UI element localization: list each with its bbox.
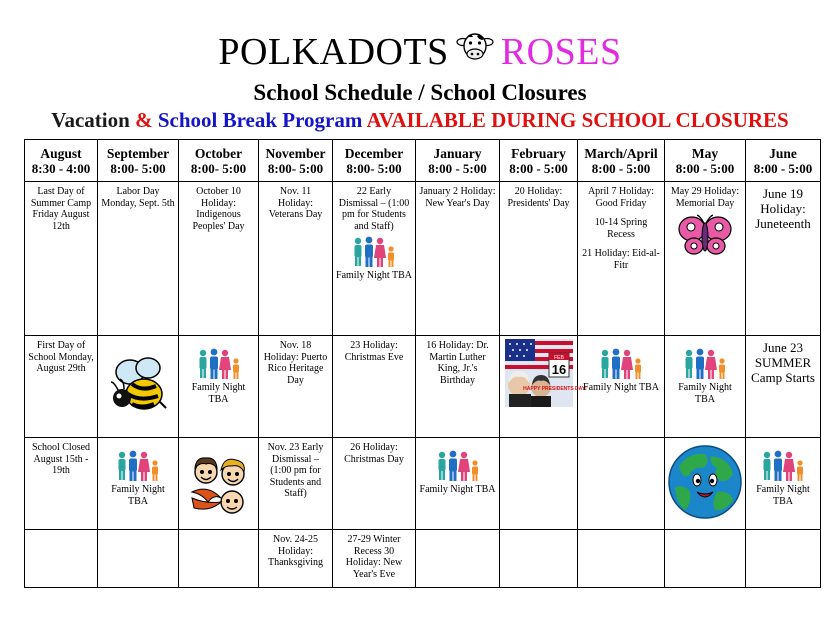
family-icon [351, 236, 397, 268]
header-row [25, 140, 821, 182]
table-cell [746, 530, 821, 588]
ampersand: & [135, 108, 153, 132]
table-cell: Nov. 24-25 Holiday: Thanksgiving [259, 530, 333, 588]
table-cell: April 7 Holiday: Good Friday 10-14 Spring Recess 21 Holiday: Eid-al-Fitr [578, 182, 665, 336]
family-night-label: Family Night TBA [583, 382, 659, 393]
table-cell [665, 336, 746, 438]
col-header-january: January 8:00 - 5:00 [416, 140, 500, 182]
table-cell: June 23 SUMMER Camp Starts [746, 336, 821, 438]
family-icon [598, 348, 644, 380]
col-header-december: December 8:00- 5:00 [333, 140, 416, 182]
table-cell: January 2 Holiday: New Year's Day [416, 182, 500, 336]
family-night-label: Family Night TBA [756, 484, 810, 507]
table-cell [179, 336, 259, 438]
page-title [0, 28, 840, 74]
col-header-june: June 8:00 - 5:00 [746, 140, 821, 182]
table-cell: 16 Holiday: Dr. Martin Luther King, Jr.'s Birthday [416, 336, 500, 438]
availability-text: AVAILABLE DURING SCHOOL CLOSURES [366, 108, 789, 132]
table-cell: Nov. 11 Holiday: Veterans Day [259, 182, 333, 336]
family-night-label: Family Night TBA [336, 270, 412, 281]
table-cell [25, 530, 98, 588]
table-cell [746, 438, 821, 530]
butterfly-icon [677, 213, 733, 257]
table-cell [500, 336, 587, 438]
table-row [25, 182, 821, 336]
table-cell: Last Day of Summer Camp Friday August 12th [25, 182, 98, 336]
table-cell [665, 438, 746, 530]
title-roses: ROSES [500, 31, 622, 73]
schedule-table [24, 139, 821, 588]
break-program-text: School Break Program [157, 108, 363, 132]
table-cell [416, 530, 500, 588]
bee-icon [108, 354, 168, 416]
table-cell: Nov. 23 Early Dismissal – (1:00 pm for Students and Staff) [259, 438, 333, 530]
table-cell: May 29 Holiday: Memorial Day [665, 182, 746, 336]
table-cell: 20 Holiday: Presidents' Day [500, 182, 578, 336]
family-icon [115, 450, 161, 482]
family-night-label: Family Night TBA [191, 382, 246, 405]
family-night-label: Family Night TBA [111, 484, 165, 507]
col-header-october: October 8:00- 5:00 [179, 140, 259, 182]
table-cell [98, 530, 179, 588]
kids-faces-icon [188, 454, 250, 520]
presidents-day-poster [505, 339, 587, 407]
table-cell: 23 Holiday: Christmas Eve [333, 336, 416, 438]
table-cell [179, 530, 259, 588]
svg-text:16: 16 [551, 362, 566, 377]
vacation-banner [0, 108, 840, 133]
col-header-november: November 8:00- 5:00 [259, 140, 333, 182]
title-polkadots: POLKADOTS [218, 31, 449, 73]
table-row [25, 336, 821, 438]
table-cell: School Closed August 15th - 19th [25, 438, 98, 530]
col-header-february: February 8:00 - 5:00 [500, 140, 578, 182]
family-night-label: Family Night TBA [419, 484, 496, 495]
table-cell [500, 530, 578, 588]
table-cell: 22 Early Dismissal – (1:00 pm for Students and Staff) Family Night TBA [333, 182, 416, 336]
family-night-label: Family Night TBA [678, 382, 732, 405]
earth-icon [667, 444, 743, 520]
table-row [25, 438, 821, 530]
svg-text:FEB: FEB [553, 355, 564, 361]
col-header-august: August 8:30 - 4:00 [25, 140, 98, 182]
table-cell: Nov. 18 Holiday: Puerto Rico Heritage Day [259, 336, 333, 438]
family-icon [435, 450, 481, 482]
col-header-may: May 8:00 - 5:00 [665, 140, 746, 182]
table-cell [578, 530, 665, 588]
family-icon [682, 348, 728, 380]
table-cell [98, 336, 179, 438]
col-header-september: September 8:00- 5:00 [98, 140, 179, 182]
table-cell: 26 Holiday: Christmas Day [333, 438, 416, 530]
table-cell: 27-29 Winter Recess 30 Holiday: New Year's Eve [333, 530, 416, 588]
table-cell [179, 438, 259, 530]
subtitle: School Schedule / School Closures [253, 80, 587, 105]
vacation-word: Vacation [51, 108, 130, 132]
cow-face-icon [455, 28, 495, 68]
table-cell: First Day of School Monday, August 29th [25, 336, 98, 438]
table-cell: June 19 Holiday: Juneteenth [746, 182, 821, 336]
table-cell: Labor Day Monday, Sept. 5th [98, 182, 179, 336]
family-icon [196, 348, 242, 380]
table-row [25, 530, 821, 588]
col-header-march-april: March/April 8:00 - 5:00 [578, 140, 665, 182]
table-cell [500, 438, 578, 530]
family-icon [760, 450, 806, 482]
svg-text:HAPPY PRESIDENTS DAY!: HAPPY PRESIDENTS DAY! [522, 386, 587, 392]
table-cell: October 10 Holiday: Indigenous Peoples' Day [179, 182, 259, 336]
table-cell [416, 438, 500, 530]
table-cell [98, 438, 179, 530]
table-cell [665, 530, 746, 588]
table-cell [578, 438, 665, 530]
table-cell [578, 336, 665, 438]
